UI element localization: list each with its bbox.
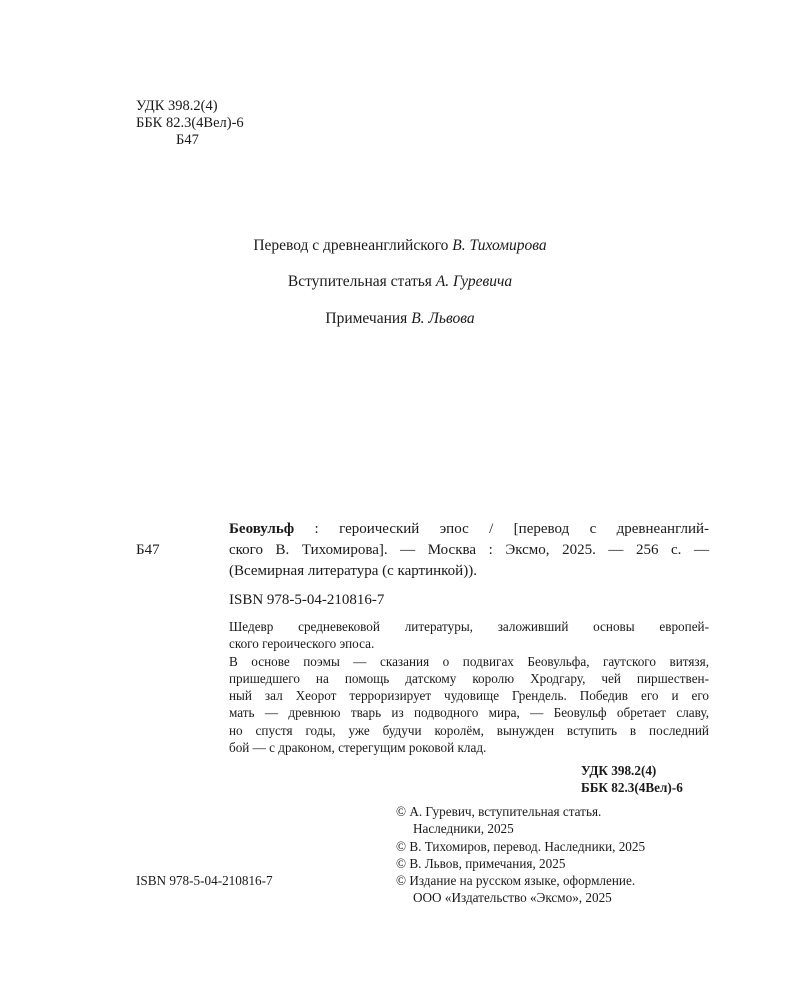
bottom-isbn: ISBN 978-5-04-210816-7 xyxy=(136,873,273,888)
copyright-line: © В. Тихомиров, перевод. Наследники, 2025 xyxy=(396,838,646,854)
biblio-author-mark: Б47 xyxy=(136,542,160,558)
biblio-line-1-rest: : героический эпос / [перевод с древнеанглий- xyxy=(294,521,709,537)
copyright-line: © В. Львов, примечания, 2025 xyxy=(396,855,566,871)
credit-name: А. Гуревича xyxy=(435,273,513,290)
annotation-line: В основе поэмы — сказания о подвигах Беовульфа, гаутского витязя, xyxy=(229,653,709,669)
biblio-isbn: ISBN 978-5-04-210816-7 xyxy=(229,592,385,608)
intro-credit xyxy=(0,273,800,291)
biblio-line-1 xyxy=(229,519,709,540)
credit-label: Примечания xyxy=(325,310,412,327)
credit-label: Перевод с древнеанглийского xyxy=(253,237,453,254)
copyright-line: Наследники, 2025 xyxy=(413,821,514,837)
notes-credit xyxy=(0,310,800,328)
bibliographic-record xyxy=(229,519,709,582)
author-mark: Б47 xyxy=(176,132,199,148)
copyright-block xyxy=(396,803,645,907)
copyright-line: ООО «Издательство «Эксмо», 2025 xyxy=(413,890,612,906)
annotation-line: ный зал Хеорот терроризирует чудовище Грендель. Победив его и его xyxy=(229,688,709,704)
annotation-line: Шедевр средневековой литературы, заложивший основы европей- xyxy=(229,619,709,634)
udk-code: УДК 398.2(4) xyxy=(136,98,218,114)
annotation-bbk: ББК 82.3(4Вел)-6 xyxy=(581,780,683,795)
annotation-udk: УДК 398.2(4) xyxy=(581,763,657,778)
biblio-line-3: (Всемирная литература (с картинкой)). xyxy=(229,563,477,579)
annotation-line: бой — с драконом, стерегущим роковой клад. xyxy=(229,740,487,756)
credit-label: Вступительная статья xyxy=(287,273,436,290)
book-title: Беовульф xyxy=(229,521,295,537)
credit-name: В. Львова xyxy=(411,310,475,327)
bbk-code: ББК 82.3(4Вел)-6 xyxy=(136,115,244,131)
annotation-line: пришедшего на помощь датскому королю Хродгару, чей пиршествен- xyxy=(229,670,709,686)
copyright-line: © Издание на русском языке, оформление. xyxy=(396,873,636,889)
copyright-line: © А. Гуревич, вступительная статья. xyxy=(396,804,602,819)
credit-name: В. Тихомирова xyxy=(452,237,547,254)
annotation-line: ского героического эпоса. xyxy=(229,636,375,652)
annotation-line: но спустя годы, уже будучи королём, вынужден вступить в последний xyxy=(229,722,709,738)
translator-credit xyxy=(0,237,800,255)
biblio-line-2: ского В. Тихомирова]. — Москва : Эксмо, 2025. — 256 с. — xyxy=(229,542,709,558)
annotation-line: мать — древнюю тварь из подводного мира, — Беовульф обретает славу, xyxy=(229,705,709,721)
annotation xyxy=(229,618,709,756)
